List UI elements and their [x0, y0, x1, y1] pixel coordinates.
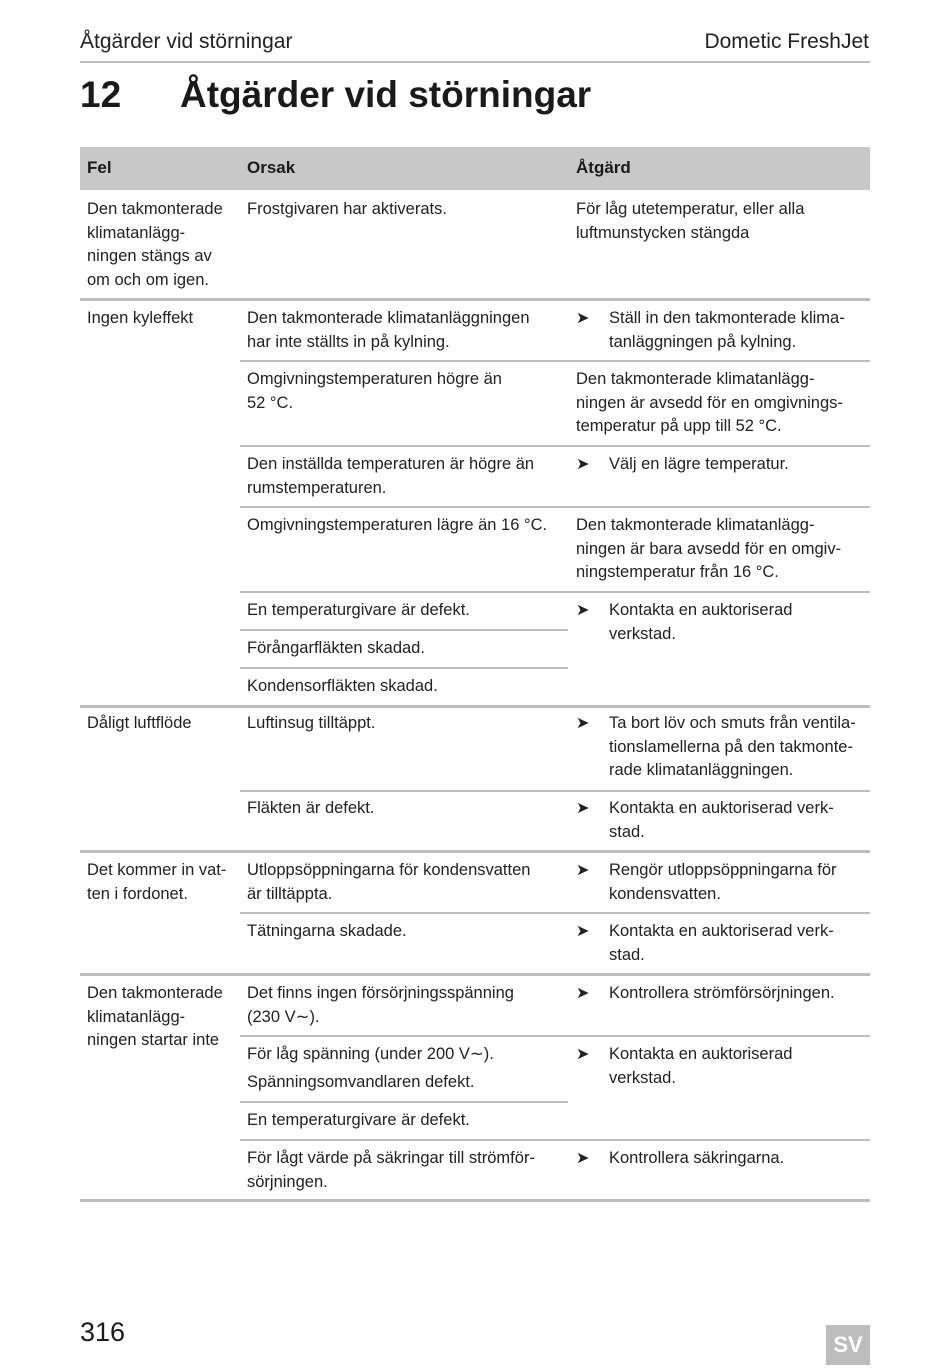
text-line: ningen är avsedd för en omgivnings- [576, 393, 843, 412]
table-body [80, 190, 870, 1200]
text-line: är tilltäppta. [247, 884, 333, 903]
cause-cell: Förångarfläkten skadad. [247, 639, 425, 657]
subrow-divider [240, 790, 870, 792]
fault-cell [87, 712, 237, 736]
arrow-icon: ➤ [576, 602, 590, 619]
remedy-cell [576, 453, 871, 477]
text-line: temperatur på upp till 52 °C. [576, 417, 782, 435]
cause-cell: Spänningsomvandlaren defekt. [247, 1073, 475, 1091]
text-line: Den takmonterade klimatanlägg- [576, 516, 815, 534]
text-line: Luftinsug tilltäppt. [247, 714, 376, 732]
cause-cell [247, 514, 567, 538]
text-line: Kontakta en auktoriserad verk- [609, 799, 834, 817]
row-divider [80, 298, 870, 301]
arrow-icon: ➤ [576, 456, 590, 473]
chapter-number: 12 [80, 74, 122, 115]
cause-cell [247, 1147, 567, 1194]
header-divider [80, 61, 870, 63]
remedy-cell [576, 859, 871, 906]
text-line: Ingen kyleffekt [87, 309, 194, 327]
row-divider [80, 850, 870, 853]
arrow-icon: ➤ [576, 862, 590, 879]
text-line: luftmunstycken stängda [576, 223, 750, 242]
text-line: Den takmonterade [87, 984, 223, 1002]
text-line: Kontakta en auktoriserad [609, 601, 793, 619]
text-line: Det kommer in vat- [87, 861, 227, 879]
text-line: Kontrollera strömförsörjningen. [609, 984, 835, 1002]
text-line: 52 °C. [247, 393, 294, 412]
text-line: För lågt värde på säkringar till strömför- [247, 1149, 535, 1167]
subrow-divider [240, 445, 870, 447]
subrow-divider [240, 360, 870, 362]
cause-cell [247, 982, 567, 1029]
text-line: Den takmonterade [87, 200, 223, 218]
remedy-cell [576, 599, 871, 646]
text-line: tanläggningen på kylning. [609, 332, 797, 351]
subrow-divider [240, 1101, 568, 1103]
cause-cell: För låg spänning (under 200 V∼). [247, 1045, 494, 1063]
subrow-divider [240, 912, 870, 914]
text-line: klimatanlägg- [87, 223, 186, 242]
arrow-icon: ➤ [576, 1150, 590, 1167]
text-line: tionslamellerna på den takmonte- [609, 737, 853, 756]
text-line: rade klimatanläggningen. [609, 761, 794, 779]
text-line: verkstad. [609, 624, 676, 643]
remedy-cell [576, 198, 870, 245]
column-header-orsak: Orsak [247, 158, 296, 177]
text-line: Dåligt luftflöde [87, 714, 192, 732]
remedy-cell [576, 797, 871, 844]
arrow-icon: ➤ [576, 1046, 590, 1063]
arrow-icon: ➤ [576, 310, 590, 327]
fault-cell [87, 982, 237, 1053]
text-line: Frostgivaren har aktiverats. [247, 200, 447, 218]
text-line: stad. [609, 822, 645, 841]
subrow-divider [240, 629, 568, 631]
text-line: rumstemperaturen. [247, 478, 387, 497]
text-line: Kontakta en auktoriserad verk- [609, 922, 834, 940]
text-line: (230 V∼). [247, 1007, 320, 1026]
running-header-product: Dometic FreshJet [704, 30, 869, 53]
row-divider [80, 705, 870, 708]
text-line: stad. [609, 945, 645, 964]
subrow-divider [240, 591, 870, 593]
remedy-cell [576, 1147, 871, 1171]
cause-cell [247, 307, 567, 354]
fault-cell [87, 859, 237, 906]
remedy-cell [576, 514, 870, 585]
subrow-divider [240, 667, 568, 669]
remedy-cell [576, 307, 871, 354]
cause-cell: En temperaturgivare är defekt. [247, 1111, 470, 1129]
remedy-cell [576, 712, 871, 783]
text-line: Rengör utloppsöppningarna för [609, 861, 837, 879]
text-line: ningen startar inte [87, 1031, 220, 1049]
row-divider [80, 973, 870, 976]
remedy-cell [576, 982, 871, 1006]
language-badge: SV [826, 1325, 870, 1365]
text-line: Den takmonterade klimatanlägg- [576, 370, 815, 388]
column-header-atgard: Åtgärd [576, 158, 631, 177]
text-line: För låg utetemperatur, eller alla [576, 200, 805, 218]
text-line: Omgivningstemperaturen högre än [247, 370, 502, 388]
remedy-cell [576, 1043, 871, 1090]
text-line: Den inställda temperaturen är högre än [247, 455, 535, 473]
arrow-icon: ➤ [576, 800, 590, 817]
text-line: om och om igen. [87, 270, 209, 289]
text-line: har inte ställts in på kylning. [247, 332, 450, 351]
text-line: ningen stängs av [87, 247, 212, 265]
text-line: ningstemperatur från 16 °C. [576, 563, 779, 581]
chapter-title: Åtgärder vid störningar [180, 74, 592, 115]
cause-cell: Kondensorfläkten skadad. [247, 677, 438, 695]
text-line: Den takmonterade klimatanläggningen [247, 309, 530, 327]
text-line: ningen är bara avsedd för en omgiv- [576, 539, 842, 558]
remedy-cell [576, 368, 870, 439]
text-line: Fläkten är defekt. [247, 799, 375, 817]
text-line: Utloppsöppningarna för kondensvatten [247, 861, 531, 879]
text-line: Tätningarna skadade. [247, 922, 407, 940]
arrow-icon: ➤ [576, 715, 590, 732]
text-line: Ta bort löv och smuts från ventila- [609, 714, 856, 732]
cause-cell [247, 859, 567, 906]
arrow-icon: ➤ [576, 985, 590, 1002]
subrow-divider [240, 506, 870, 508]
text-line: verkstad. [609, 1068, 676, 1087]
cause-cell [247, 920, 567, 944]
text-line: Kontrollera säkringarna. [609, 1149, 785, 1167]
cause-cell [247, 198, 567, 222]
text-line: Kontakta en auktoriserad [609, 1045, 793, 1063]
fault-cell [87, 198, 237, 292]
text-line: Det finns ingen försörjningsspänning [247, 984, 514, 1002]
text-line: kondensvatten. [609, 884, 721, 903]
table-header-row [80, 147, 870, 190]
arrow-icon: ➤ [576, 923, 590, 940]
subrow-divider [240, 1035, 870, 1037]
text-line: klimatanlägg- [87, 1007, 186, 1026]
cause-cell [247, 368, 567, 415]
column-header-fel: Fel [87, 158, 112, 177]
text-line: Ställ in den takmonterade klima- [609, 309, 845, 327]
cause-cell: En temperaturgivare är defekt. [247, 601, 470, 619]
cause-cell [247, 712, 567, 736]
running-header-title: Åtgärder vid störningar [80, 30, 293, 53]
subrow-divider [240, 1139, 870, 1141]
text-line: Välj en lägre temperatur. [609, 455, 789, 473]
cause-cell [247, 797, 567, 821]
remedy-cell [576, 920, 871, 967]
cause-cell [247, 453, 567, 500]
troubleshooting-table [80, 147, 870, 1200]
text-line: Omgivningstemperaturen lägre än 16 °C. [247, 516, 548, 534]
text-line: sörjningen. [247, 1172, 328, 1191]
text-line: ten i fordonet. [87, 884, 188, 903]
row-divider [80, 1199, 870, 1202]
fault-cell [87, 307, 237, 331]
page-number: 316 [80, 1317, 126, 1347]
